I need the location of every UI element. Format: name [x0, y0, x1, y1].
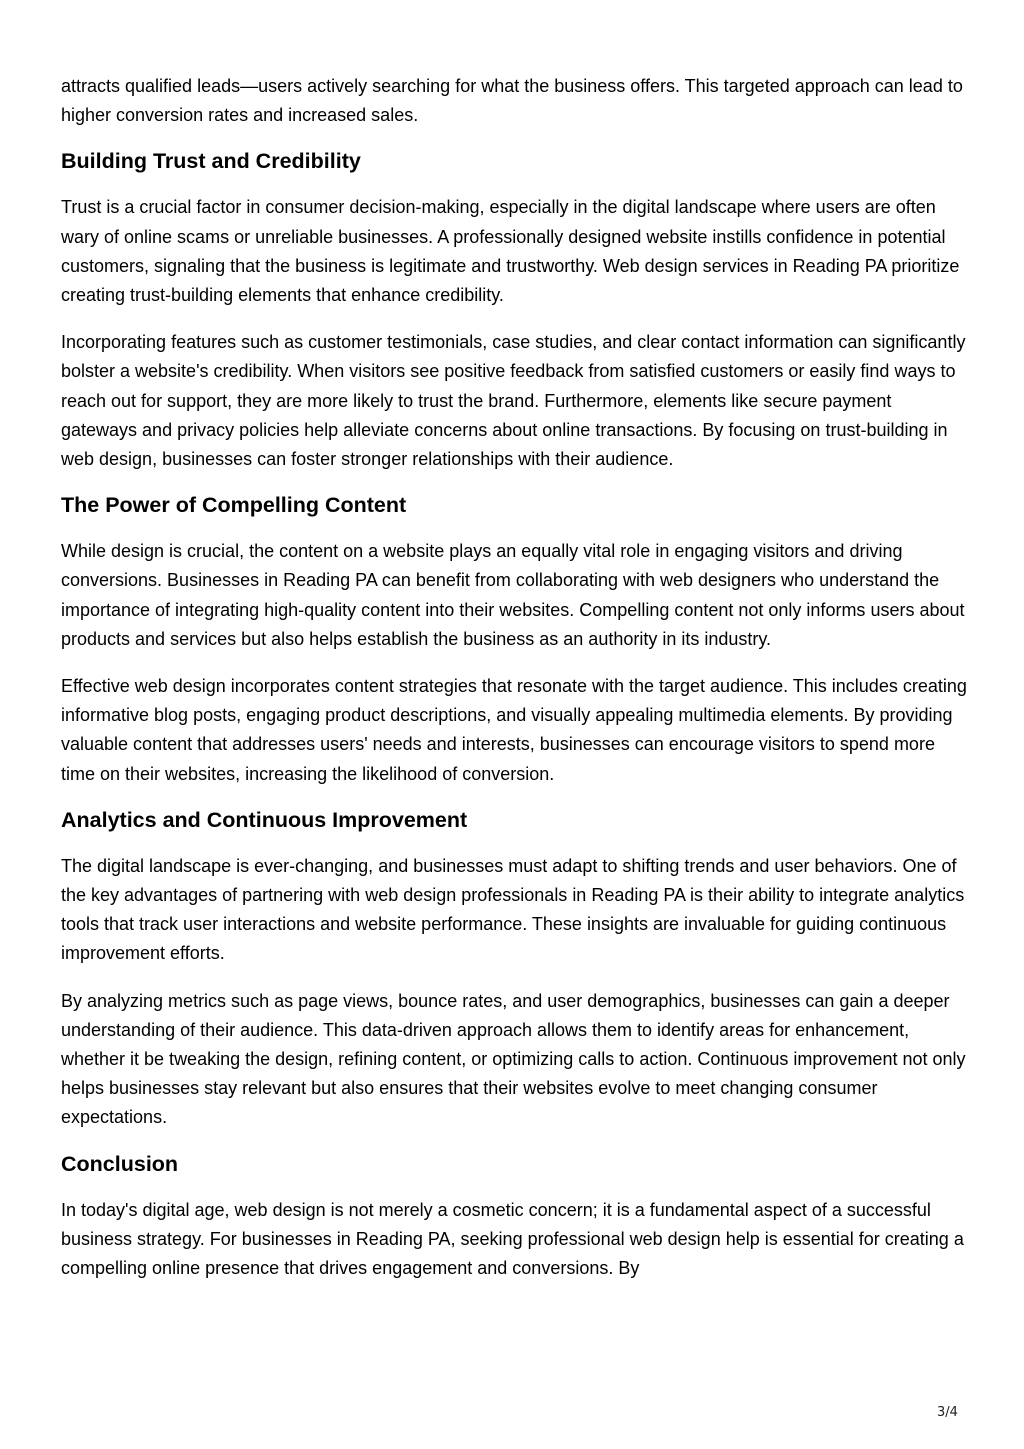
trust-paragraph-1: Trust is a crucial factor in consumer decision-making, especially in the digital landscape where users are often wary of online scams or unreliable businesses. A professionally designed website instills confidence in potential customers, signaling that the business is legitimate and trustworthy. Web design services in Reading PA prioritize creating trust-building elements that enhance credibility.	[61, 197, 960, 306]
conclusion-paragraph-1: In today's digital age, web design is not merely a cosmetic concern; it is a fundamental aspect of a successful business strategy. For businesses in Reading PA, seeking professional web design help is essential for creating a compelling online presence that drives engagement and conversions. By	[61, 1199, 964, 1279]
content-paragraph-1: While design is crucial, the content on a website plays an equally vital role in engaging visitors and driving conversions. Businesses in Reading PA can benefit from collaborating with web designers who understand the importance of integrating high-quality content into their websites. Compelling content not only informs users about products and services but also helps establish the business as an authority in its industry.	[61, 541, 965, 649]
trust-paragraph-2: Incorporating features such as customer testimonials, case studies, and clear contact information can significantly bolster a website's credibility. When visitors see positive feedback from satisfied customers or easily find ways to reach out for support, they are more likely to trust the brand. Furthermore, elements like secure payment gateways and privacy policies help alleviate concerns about online transactions. By focusing on trust-building in web design, businesses can foster stronger relationships with their audience.	[61, 332, 966, 470]
section-heading-conclusion: Conclusion	[61, 1151, 179, 1176]
page-number: 3/4	[937, 1405, 958, 1420]
intro-paragraph: attracts qualified leads—users actively searching for what the business offers. This targeted approach can lead to higher conversion rates and increased sales.	[61, 76, 963, 126]
section-heading-content: The Power of Compelling Content	[61, 493, 407, 518]
analytics-paragraph-2: By analyzing metrics such as page views, bounce rates, and user demographics, businesses can gain a deeper understanding of their audience. This data-driven approach allows them to identify areas for enhancement, whether it be tweaking the design, refining content, or optimizing calls to action. Continuous improvement not only helps businesses stay relevant but also ensures that their websites evolve to meet changing consumer expectations.	[61, 990, 966, 1128]
content-paragraph-2: Effective web design incorporates content strategies that resonate with the target audience. This includes creating informative blog posts, engaging product descriptions, and visually appealing multimedia elements. By providing valuable content that addresses users' needs and interests, businesses can encourage visitors to spend more time on their websites, increasing the likelihood of conversion.	[61, 676, 967, 784]
analytics-paragraph-1: The digital landscape is ever-changing, and businesses must adapt to shifting trends and user behaviors. One of the key advantages of partnering with web design professionals in Reading PA is their ability to integrate analytics tools that track user interactions and website performance. These insights are invaluable for guiding continuous improvement efforts.	[61, 855, 965, 964]
document-page	[61, 72, 971, 1301]
section-heading-analytics: Analytics and Continuous Improvement	[61, 807, 468, 832]
section-heading-trust: Building Trust and Credibility	[61, 149, 361, 174]
